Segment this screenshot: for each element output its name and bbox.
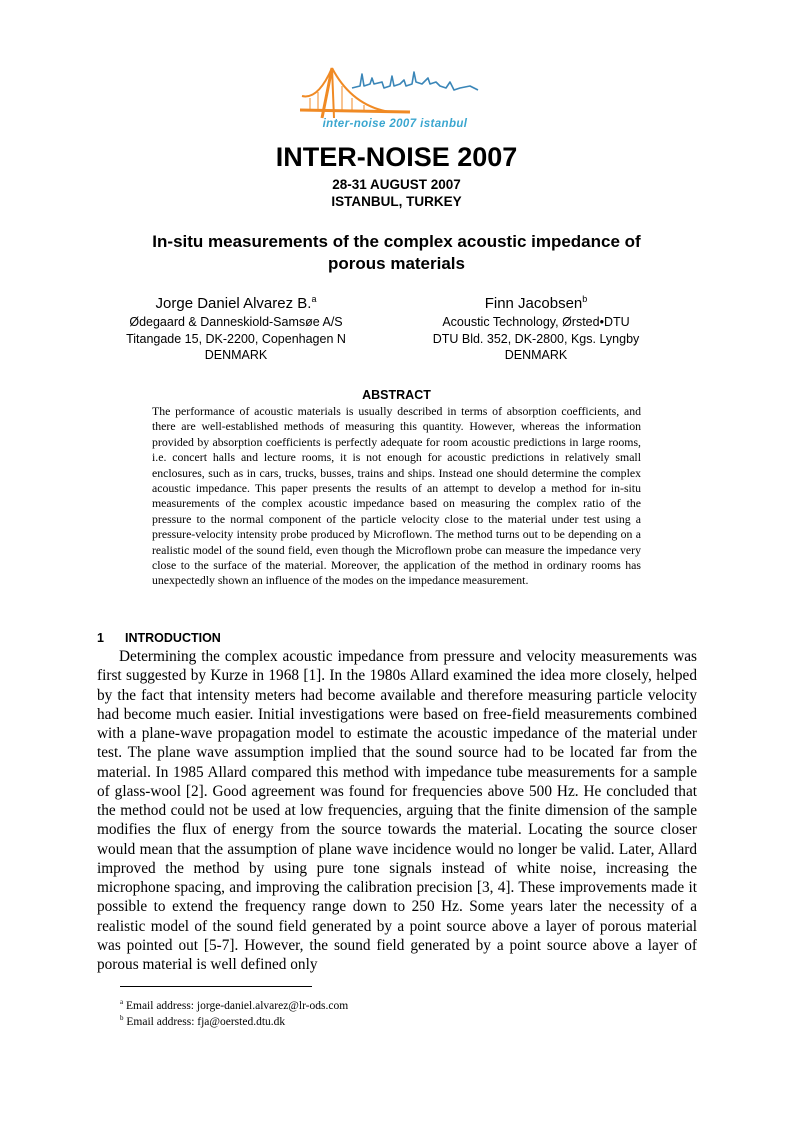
paper-title <box>100 231 693 275</box>
footnote-divider <box>120 986 312 987</box>
affiliation-line: DENMARK <box>204 348 268 362</box>
paper-title-line-1: In-situ measurements of the complex acoustic impedance of <box>152 232 641 251</box>
logo-caption: inter-noise 2007 istanbul <box>322 118 468 130</box>
section-heading <box>97 631 221 645</box>
bridge-logo-icon <box>300 60 500 120</box>
abstract-body: The performance of acoustic materials is usually described in terms of absorption coefficients, and there are well-established methods of measuring this quantity. However, whereas the information provided by absorption coefficients is perfectly adequate for room acoustic predictions in large rooms, i.e. concert halls and lecture rooms, it is not enough for acoustic predictions in relatively small enclosures, such as in cars, trucks, busses, trains and ships. Instead one should determine the complex acoustic impedance. This paper presents the results of an attempt to develop a method for in-situ measurements of the complex acoustic impedance based on measuring the complex ratio of the pressure to the normal component of the particle velocity close to the material under test using a pressure-velocity intensity probe produced by Microflown. The method turns out to be depending on a realistic model of the sound field, even though the Microflown probe can measure the impedance very close to the surface of the material. Moreover, the application of the method in ordinary rooms has unexpectedly shown an influence of the modes on the impedance measurement. <box>152 404 641 588</box>
footnote: $^a$ Email address: jorge-daniel.alvarez@lr-ods.com <box>120 998 349 1012</box>
author-name: Finn Jacobsen$^b$ <box>484 294 588 312</box>
author-name: Jorge Daniel Alvarez B.$^a$ <box>155 294 317 312</box>
section-title: INTRODUCTION <box>125 631 221 645</box>
affiliation-line: Titangade 15, DK-2200, Copenhagen N <box>126 331 346 346</box>
footnote: $^b$ Email address: fja@oersted.dtu.dk <box>120 1014 286 1028</box>
author-block <box>76 289 396 364</box>
footnote-marker: a <box>120 998 124 1006</box>
affiliation-line: Ødegaard & Danneskiold-Samsøe A/S <box>129 315 343 329</box>
affiliation-line: DTU Bld. 352, DK-2800, Kgs. Lyngby <box>432 331 640 346</box>
paper-title-line-2: porous materials <box>328 254 465 273</box>
section-number: 1 <box>97 631 104 645</box>
affiliation-line: DENMARK <box>504 348 568 362</box>
conference-title: INTER-NOISE 2007 <box>275 142 518 172</box>
introduction-body: Determining the complex acoustic impedance from pressure and velocity measurements was first suggested by Kurze in 1968 [1]. In the 1980s Allard examined the idea more closely, helped by the fact that intensity meters had become available and therefore measuring particle velocity had become much easier. Initial investigations were based on free-field measurements combined with a plane-wave propagation model to estimate the acoustic impedance of the material under test. The plane wave assumption implied that the sound source had to be located far from the material. In 1985 Allard compared this method with impedance tube measurements for a sample of glass-wool [2]. Good agreement was found for frequencies above 500 Hz. He concluded that the method could not be used at low frequencies, arguing that the finite dimension of the sample modifies the flux of energy from the source towards the material. Locating the source closer would mean that the assumption of plane wave incidence would no longer be valid. Later, Allard improved the method by using pure tone signals instead of white noise, increasing the microphone spacing, and improving the calibration precision [3, 4]. These improvements made it possible to extend the frequency range down to 250 Hz. Some years later the necessity of a realistic model of the sound field generated by a point source above a layer of porous material was pointed out [5-7]. However, the sound field generated by a point source above a layer of porous material is well defined only <box>97 648 697 973</box>
conference-dates: 28-31 AUGUST 2007 <box>332 177 461 192</box>
author-block <box>376 289 696 364</box>
author-marker: b <box>582 294 588 304</box>
abstract-heading: ABSTRACT <box>362 388 431 402</box>
footnote-marker: b <box>120 1014 124 1022</box>
conference-location: ISTANBUL, TURKEY <box>331 194 462 209</box>
author-marker: a <box>311 294 317 304</box>
affiliation-line: Acoustic Technology, Ørsted•DTU <box>442 315 630 329</box>
